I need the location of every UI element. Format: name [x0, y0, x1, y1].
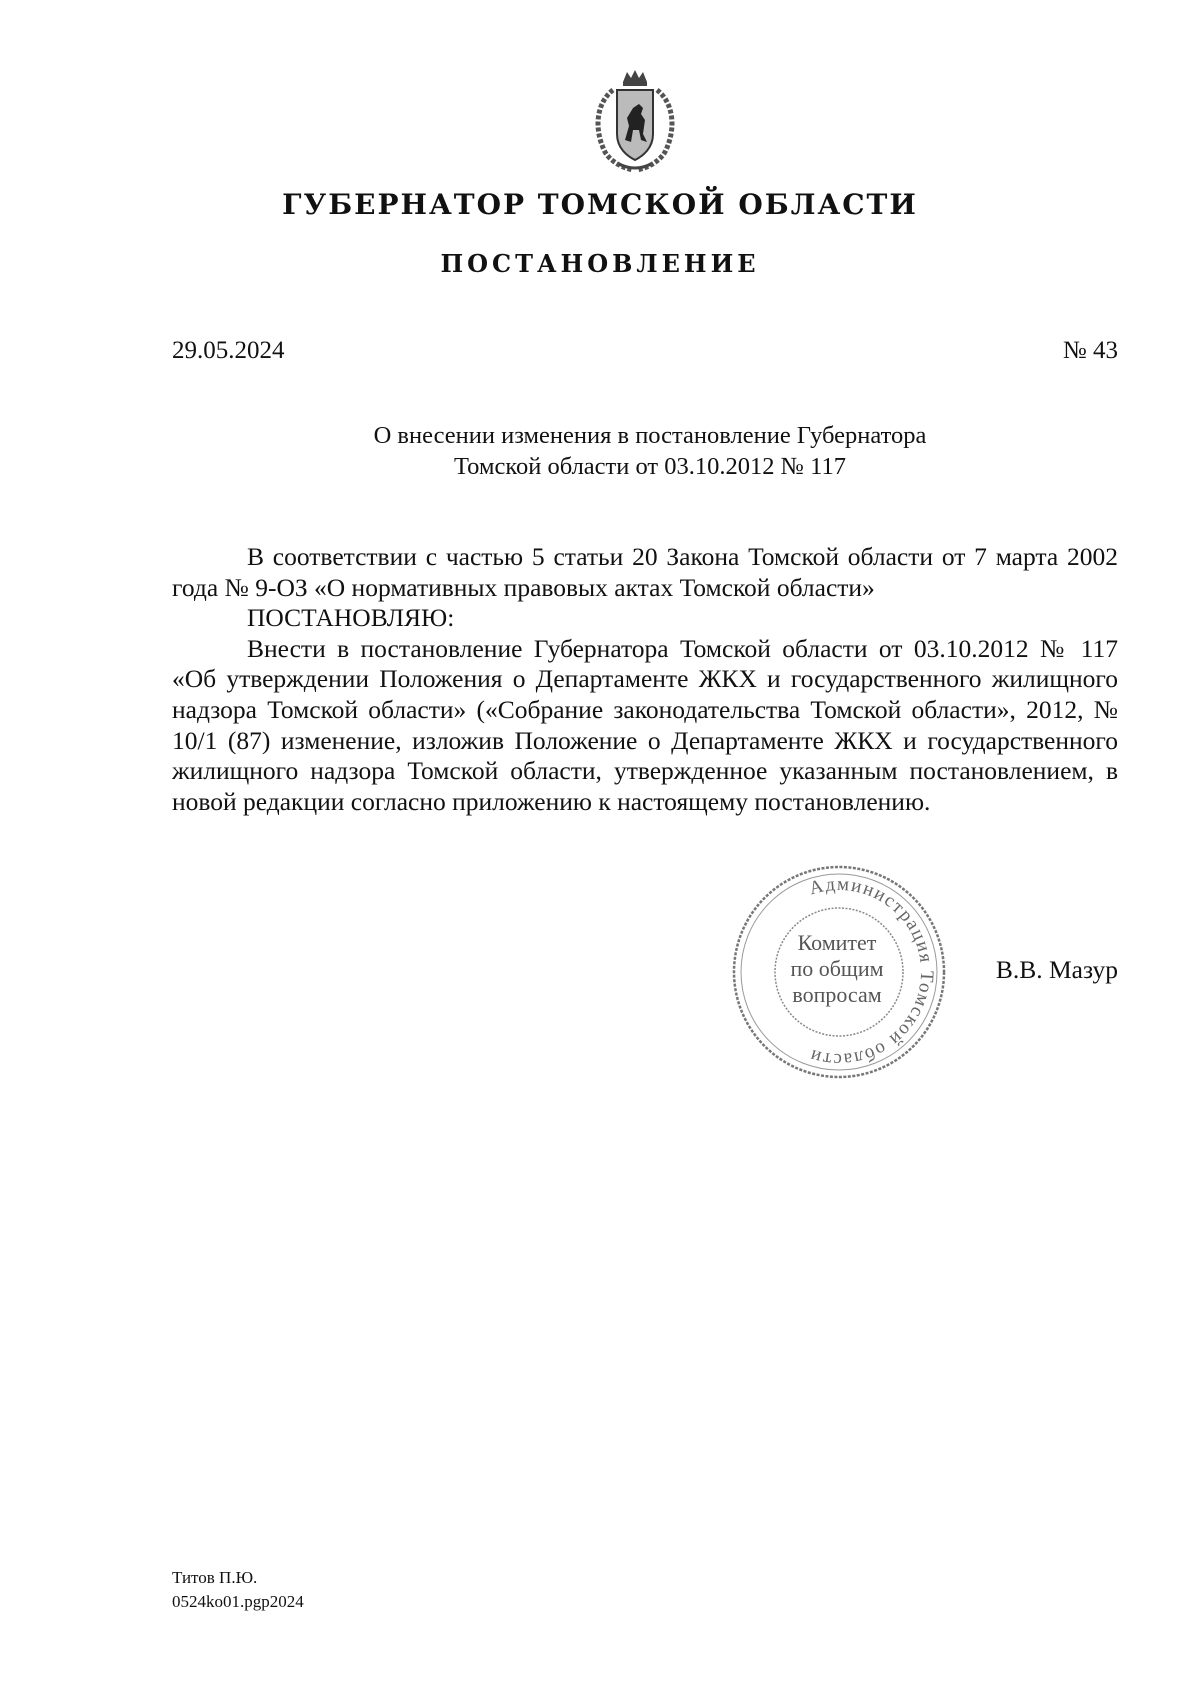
- signatory-name: В.В. Мазур: [995, 955, 1118, 984]
- document-subject: [300, 420, 1000, 482]
- subject-line-2: Томской области от 03.10.2012 № 117: [454, 453, 846, 480]
- stamp-line-3: вопросам: [792, 982, 882, 1007]
- issuer-title: ГУБЕРНАТОР ТОМСКОЙ ОБЛАСТИ: [282, 188, 918, 221]
- body-resolve: ПОСТАНОВЛЯЮ:: [247, 603, 455, 633]
- stamp-line-1: Комитет: [797, 930, 877, 955]
- executor-name: Титов П.Ю.: [172, 1568, 258, 1587]
- document-type: ПОСТАНОВЛЕНИЕ: [440, 249, 760, 278]
- document-number: № 43: [1062, 337, 1118, 364]
- document-body: [172, 542, 1118, 817]
- file-code: 0524ko01.pgp2024: [172, 1592, 304, 1611]
- subject-line-1: О внесении изменения в постановление Губернатора: [373, 422, 927, 449]
- stamp-ring-textpath: Администрация Томской области: [806, 873, 938, 1071]
- footer-block: [172, 1566, 304, 1614]
- body-paragraph-basis: В соответствии с частью 5 статьи 20 Закона Томской области от 7 марта 2002 года № 9-ОЗ «О нормативных правовых актах Томской области»: [172, 542, 1118, 602]
- coat-of-arms-emblem: [583, 68, 687, 178]
- stamp-line-2: по общим: [790, 956, 884, 981]
- body-paragraph-order: Внести в постановление Губернатора Томской области от 03.10.2012 № 117 «Об утверждении Положения о Департаменте ЖКХ и государственного жилищного надзора Томской области» («Собрание законодательства Томской области», 2012, № 10/1 (87) изменение, изложив Положение о Департаменте ЖКХ и государственного жилищного надзора Томской области, утвержденное указанным постановлением, в новой редакции согласно приложению к настоящему постановлению.: [172, 633, 1118, 816]
- stamp-center-text: [762, 930, 912, 1008]
- document-date: 29.05.2024: [172, 337, 285, 364]
